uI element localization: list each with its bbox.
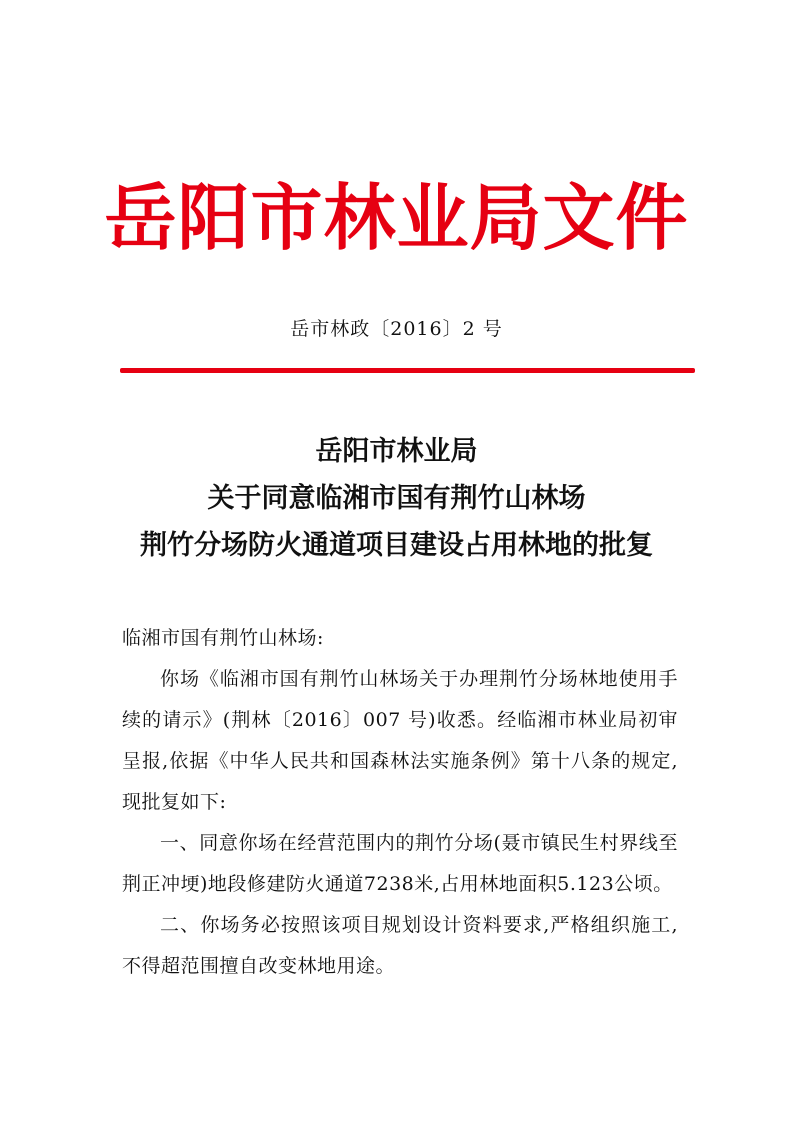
paragraph-3: 二、你场务必按照该项目规划设计资料要求,严格组织施工,不得超范围擅自改变林地用途。 <box>122 914 678 977</box>
title-line-2: 关于同意临湘市国有荆竹山林场 <box>207 483 586 514</box>
red-separator-line <box>120 368 695 373</box>
paragraph-2: 一、同意你场在经营范围内的荆竹分场(聂市镇民生村界线至荆正冲埂)地段修建防火通道7238米,占用林地面积5.123公顷。 <box>122 832 678 895</box>
paragraph-1: 你场《临湘市国有荆竹山林场关于办理荆竹分场林地使用手续的请示》(荆林〔2016〕007 号)收悉。经临湘市林业局初审呈报,依据《中华人民共和国森林法实施条例》第十八条的规定,现批复如下: <box>122 668 678 813</box>
title-line-1: 岳阳市林业局 <box>315 436 478 467</box>
document-title <box>0 428 793 569</box>
document-body <box>122 618 678 987</box>
title-line-3: 荆竹分场防火通道项目建设占用林地的批复 <box>140 530 653 561</box>
salutation: 临湘市国有荆竹山林场: <box>122 627 324 649</box>
issuer-header: 岳阳市林业局文件 <box>104 176 689 260</box>
document-number: 岳市林政〔2016〕2 号 <box>290 318 503 340</box>
